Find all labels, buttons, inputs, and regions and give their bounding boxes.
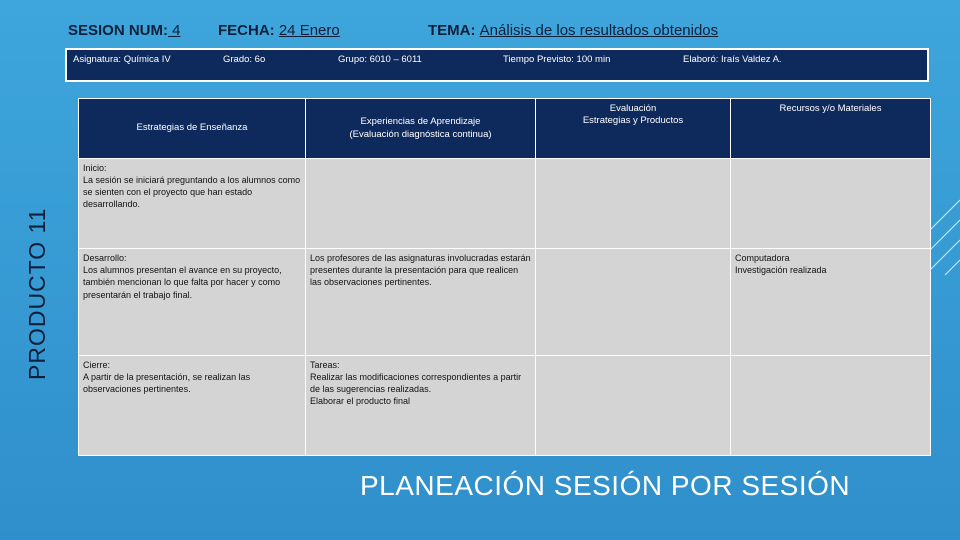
table-row (79, 249, 931, 355)
header-experiencias-line2: (Evaluación diagnóstica continua) (349, 128, 492, 140)
cell-estrategias: Desarrollo: Los alumnos presentan el avance en su proyecto, también mencionan lo que falta por hacer y como presentarán el trabajo final. (79, 249, 306, 355)
topic-value: Análisis de los resultados obtenidos (479, 22, 719, 39)
header-evaluacion (536, 99, 731, 159)
header-experiencias (306, 99, 536, 159)
cell-evaluacion (536, 249, 731, 355)
cell-estrategias: Inicio: La sesión se iniciará preguntando a los alumnos como se sienten con el proyecto que han estado desarrollando. (79, 159, 306, 249)
topic-label: TEMA: (428, 22, 476, 39)
footer-title: PLANEACIÓN SESIÓN POR SESIÓN (360, 470, 851, 501)
cell-experiencias: Los profesores de las asignaturas involucradas estarán presentes durante la presentación para que realicen las observaciones pertinentes. (306, 249, 536, 355)
header-evaluacion-line2: Estrategias y Productos (582, 115, 684, 127)
group-info: Grupo: 6010 – 6011 (338, 54, 422, 65)
subject-info: Asignatura: Química IV (73, 54, 171, 65)
table-header-row (79, 99, 931, 159)
cell-experiencias: Tareas: Realizar las modificaciones correspondientes a partir de las sugerencias realizadas. Elaborar el producto final (306, 355, 536, 455)
header-experiencias-line1: Experiencias de Aprendizaje (360, 116, 481, 128)
time-info: Tiempo Previsto: 100 min (503, 54, 611, 65)
header-recursos: Recursos y/o Materiales (731, 99, 931, 159)
cell-recursos (731, 355, 931, 455)
session-number: 4 (168, 22, 181, 39)
header-evaluacion-line1: Evaluación (609, 103, 657, 114)
date-value: 24 Enero (278, 22, 340, 39)
table-row (79, 159, 931, 249)
side-title: PRODUCTO 11 (24, 207, 50, 380)
topic-header (428, 22, 718, 39)
grade-info: Grado: 6o (223, 54, 266, 65)
date-header (218, 22, 340, 39)
date-label: FECHA: (218, 22, 275, 39)
session-header (68, 22, 181, 39)
cell-estrategias: Cierre: A partir de la presentación, se realizan las observaciones pertinentes. (79, 355, 306, 455)
cell-evaluacion (536, 159, 731, 249)
cell-evaluacion (536, 355, 731, 455)
header-estrategias: Estrategias de Enseñanza (79, 99, 306, 159)
author-info: Elaboró: Iraís Valdez A. (683, 54, 782, 65)
table-row (79, 355, 931, 455)
info-bar (65, 48, 929, 82)
cell-experiencias (306, 159, 536, 249)
planning-table (78, 98, 931, 456)
cell-recursos (731, 159, 931, 249)
cell-recursos: Computadora Investigación realizada (731, 249, 931, 355)
session-label: SESION NUM: (68, 22, 169, 39)
